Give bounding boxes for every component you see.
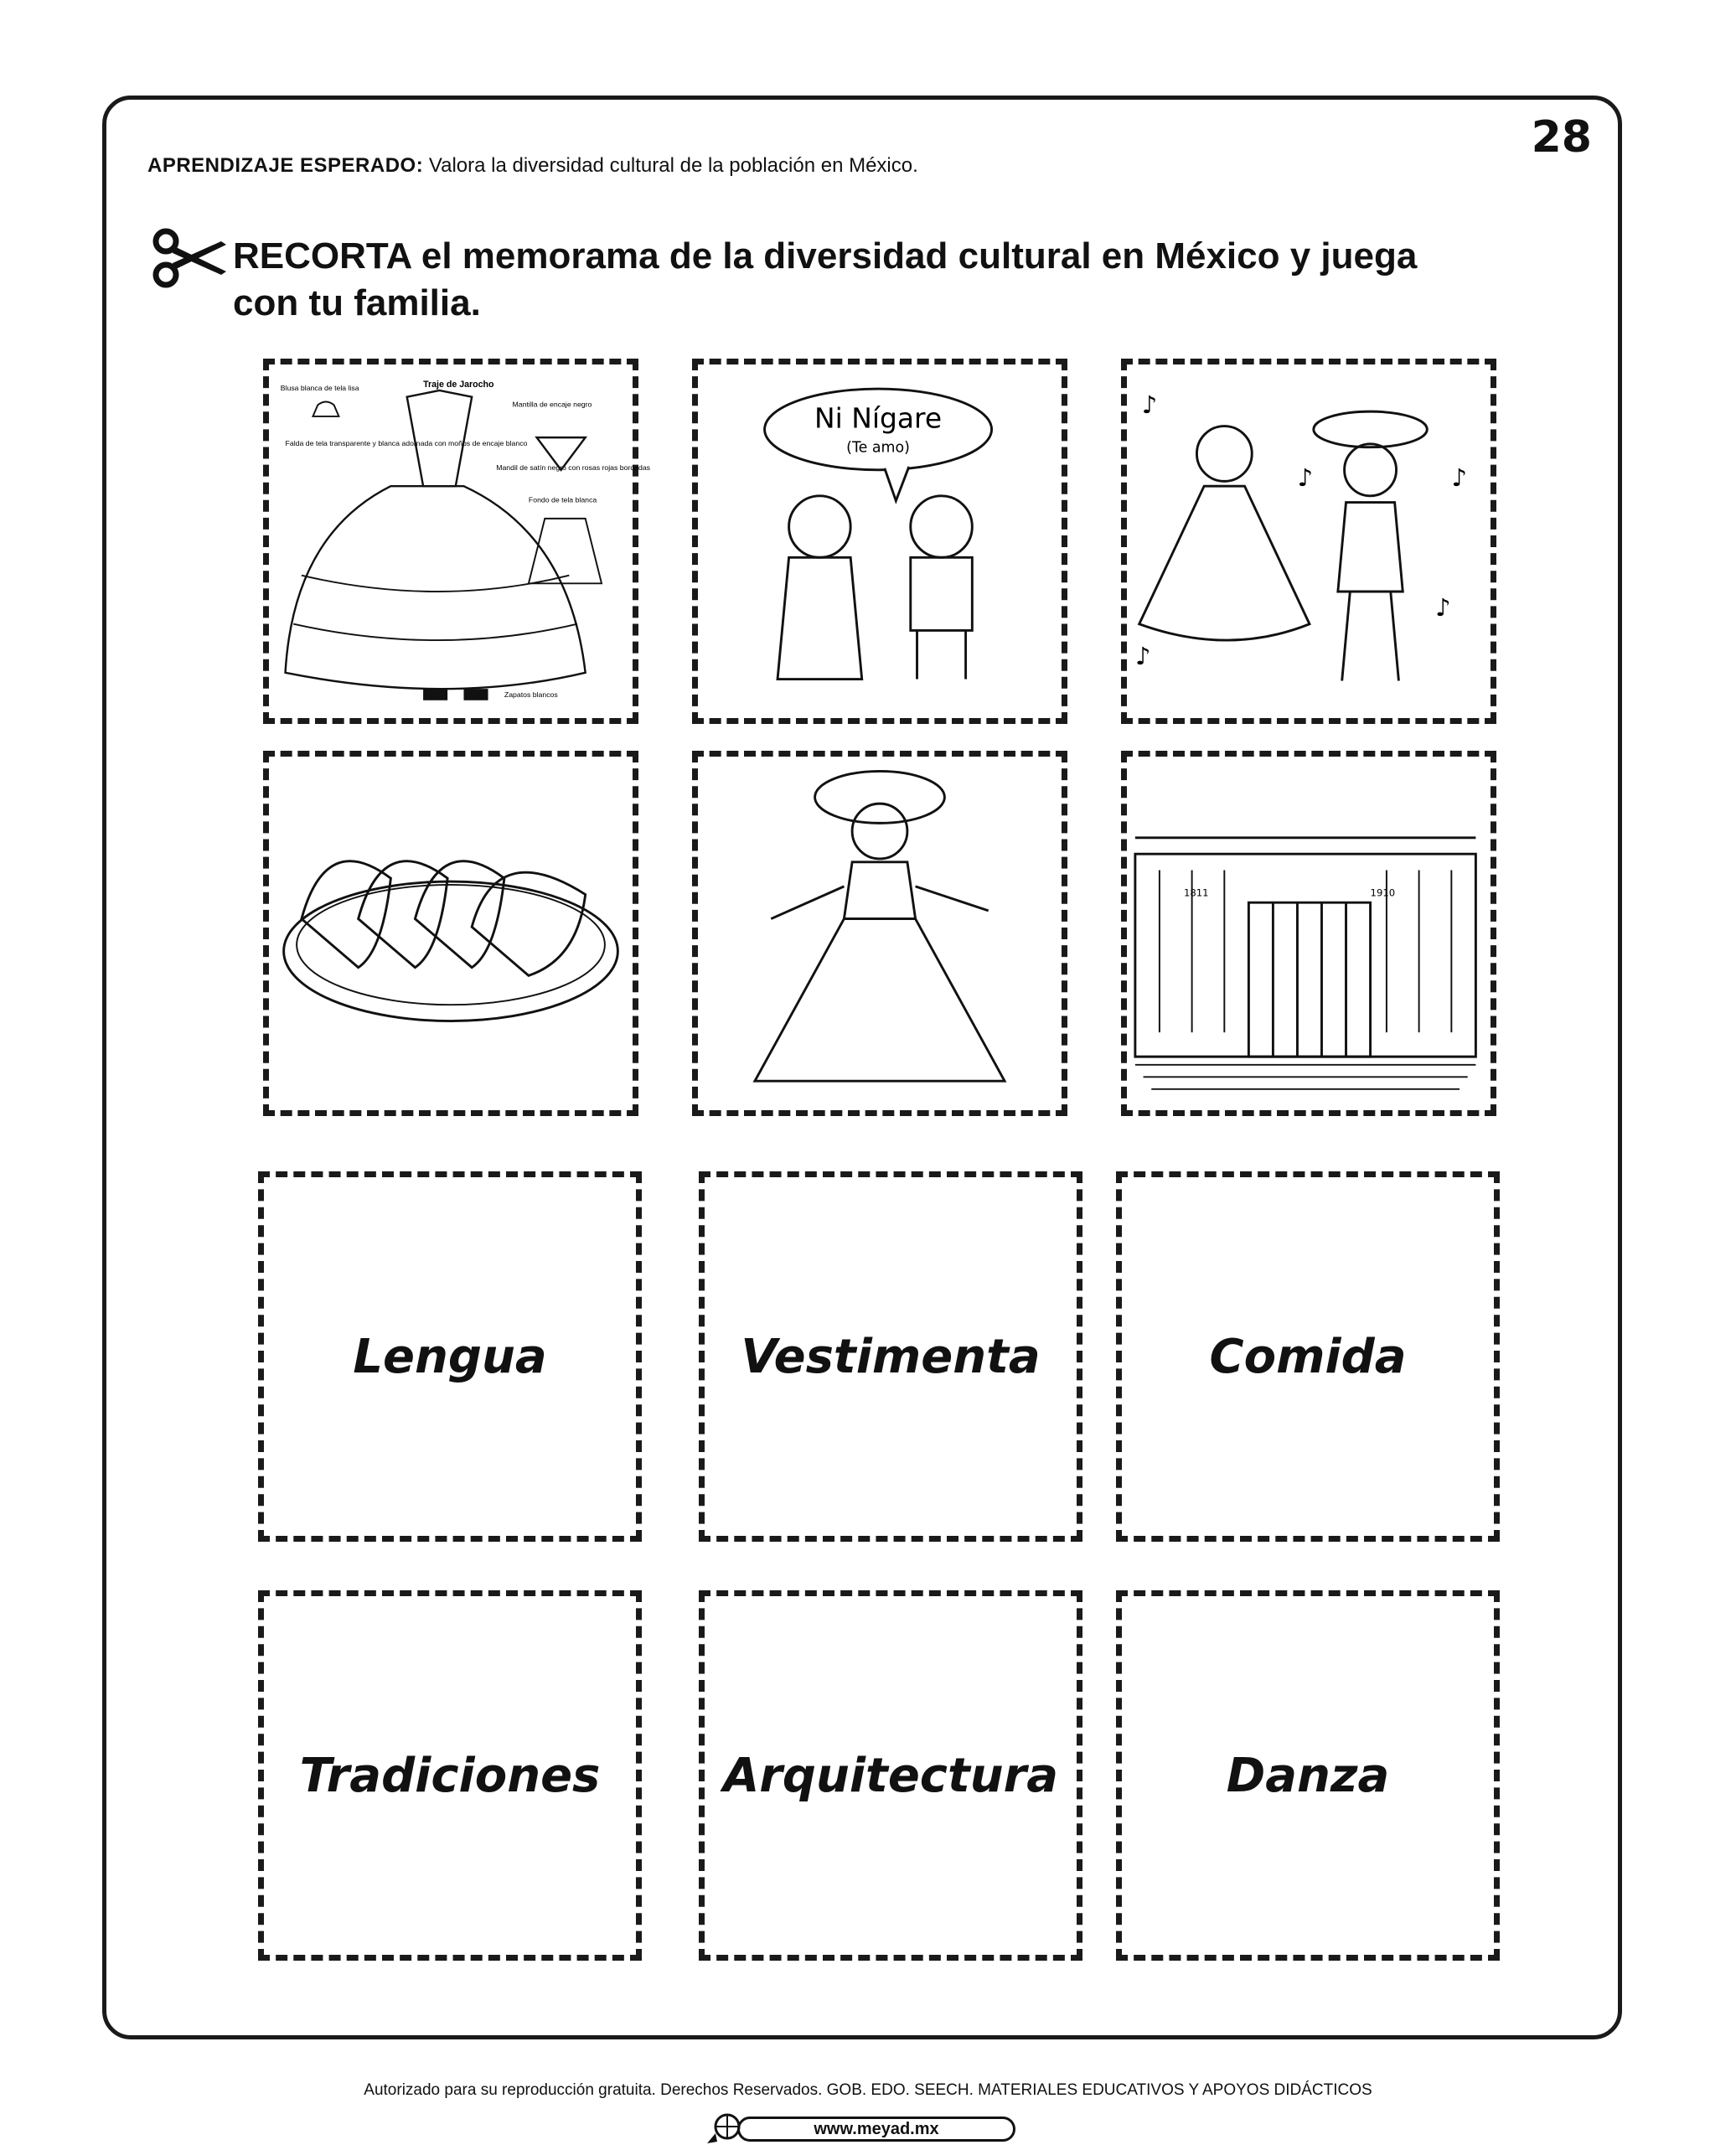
memory-card-danza-image[interactable] bbox=[1121, 359, 1496, 724]
word-card-arquitectura[interactable] bbox=[699, 1590, 1082, 1961]
svg-text:♪: ♪ bbox=[1141, 390, 1158, 420]
scissors-icon bbox=[151, 228, 228, 288]
speech-text: Ni Nígare bbox=[814, 401, 943, 435]
footer-text: Autorizado para su reproducción gratuita. Derechos Reservados. GOB. EDO. SEECH. MATERIALES EDUCATIVOS Y APOYOS DIDÁCTICOS bbox=[364, 2081, 1372, 2099]
folk-dancers-illustration bbox=[1127, 364, 1491, 718]
svg-text:♪: ♪ bbox=[1134, 642, 1151, 671]
word-card-tradiciones[interactable] bbox=[258, 1590, 642, 1961]
word-lengua: Lengua bbox=[353, 1329, 547, 1384]
word-card-lengua[interactable] bbox=[258, 1171, 642, 1542]
label-fondo: Fondo de tela blanca bbox=[528, 495, 597, 504]
instruction bbox=[233, 233, 1490, 327]
svg-text:♪: ♪ bbox=[1297, 463, 1313, 493]
label-mantilla: Mantilla de encaje negro bbox=[512, 400, 592, 409]
traje-title: Traje de Jarocho bbox=[423, 380, 494, 390]
page-number: 28 bbox=[1531, 112, 1592, 163]
word-comida: Comida bbox=[1209, 1329, 1407, 1384]
historic-building-illustration bbox=[1127, 757, 1491, 1110]
word-danza: Danza bbox=[1226, 1748, 1390, 1803]
svg-text:♪: ♪ bbox=[1434, 593, 1451, 623]
memory-card-arquitectura-image[interactable] bbox=[1121, 751, 1496, 1116]
year-left: 1811 bbox=[1183, 886, 1209, 899]
memory-card-comida-image[interactable] bbox=[263, 751, 638, 1116]
label-zapatos: Zapatos blancos bbox=[504, 690, 558, 699]
label-blusa: Blusa blanca de tela lisa bbox=[280, 383, 359, 392]
word-card-comida[interactable] bbox=[1116, 1171, 1500, 1542]
instruction-text: el memorama de la diversidad cultural en México y juega con tu familia. bbox=[233, 235, 1418, 323]
catrina-illustration bbox=[698, 757, 1062, 1110]
learning-objective bbox=[147, 154, 918, 178]
word-card-danza[interactable] bbox=[1116, 1590, 1500, 1961]
word-arquitectura: Arquitectura bbox=[722, 1748, 1059, 1803]
word-vestimenta: Vestimenta bbox=[741, 1329, 1041, 1384]
svg-text:♪: ♪ bbox=[1451, 463, 1467, 493]
traje-jarocho-illustration bbox=[269, 364, 651, 718]
label-mandil: Mandil de satín negro con rosas rojas bordadas bbox=[496, 463, 651, 472]
label-falda: Falda de tela transparente y blanca adornada con moños de encaje blanco bbox=[285, 438, 528, 447]
speech-translation: (Te amo) bbox=[846, 439, 910, 457]
website-link[interactable]: www.meyad.mx bbox=[737, 2117, 1015, 2142]
year-right: 1910 bbox=[1370, 886, 1396, 899]
instruction-verb: RECORTA bbox=[233, 235, 411, 277]
objective-label: APRENDIZAJE ESPERADO: bbox=[147, 154, 424, 177]
memory-card-lengua-image[interactable] bbox=[692, 359, 1067, 724]
memory-card-tradiciones-image[interactable] bbox=[692, 751, 1067, 1116]
tacos-plate-illustration bbox=[269, 757, 633, 1110]
indigenous-children-speech-illustration bbox=[698, 364, 1062, 718]
word-card-vestimenta[interactable] bbox=[699, 1171, 1082, 1542]
memory-card-traje-jarocho[interactable] bbox=[263, 359, 651, 724]
objective-text: Valora la diversidad cultural de la población en México. bbox=[428, 154, 918, 177]
word-tradiciones: Tradiciones bbox=[299, 1748, 601, 1803]
